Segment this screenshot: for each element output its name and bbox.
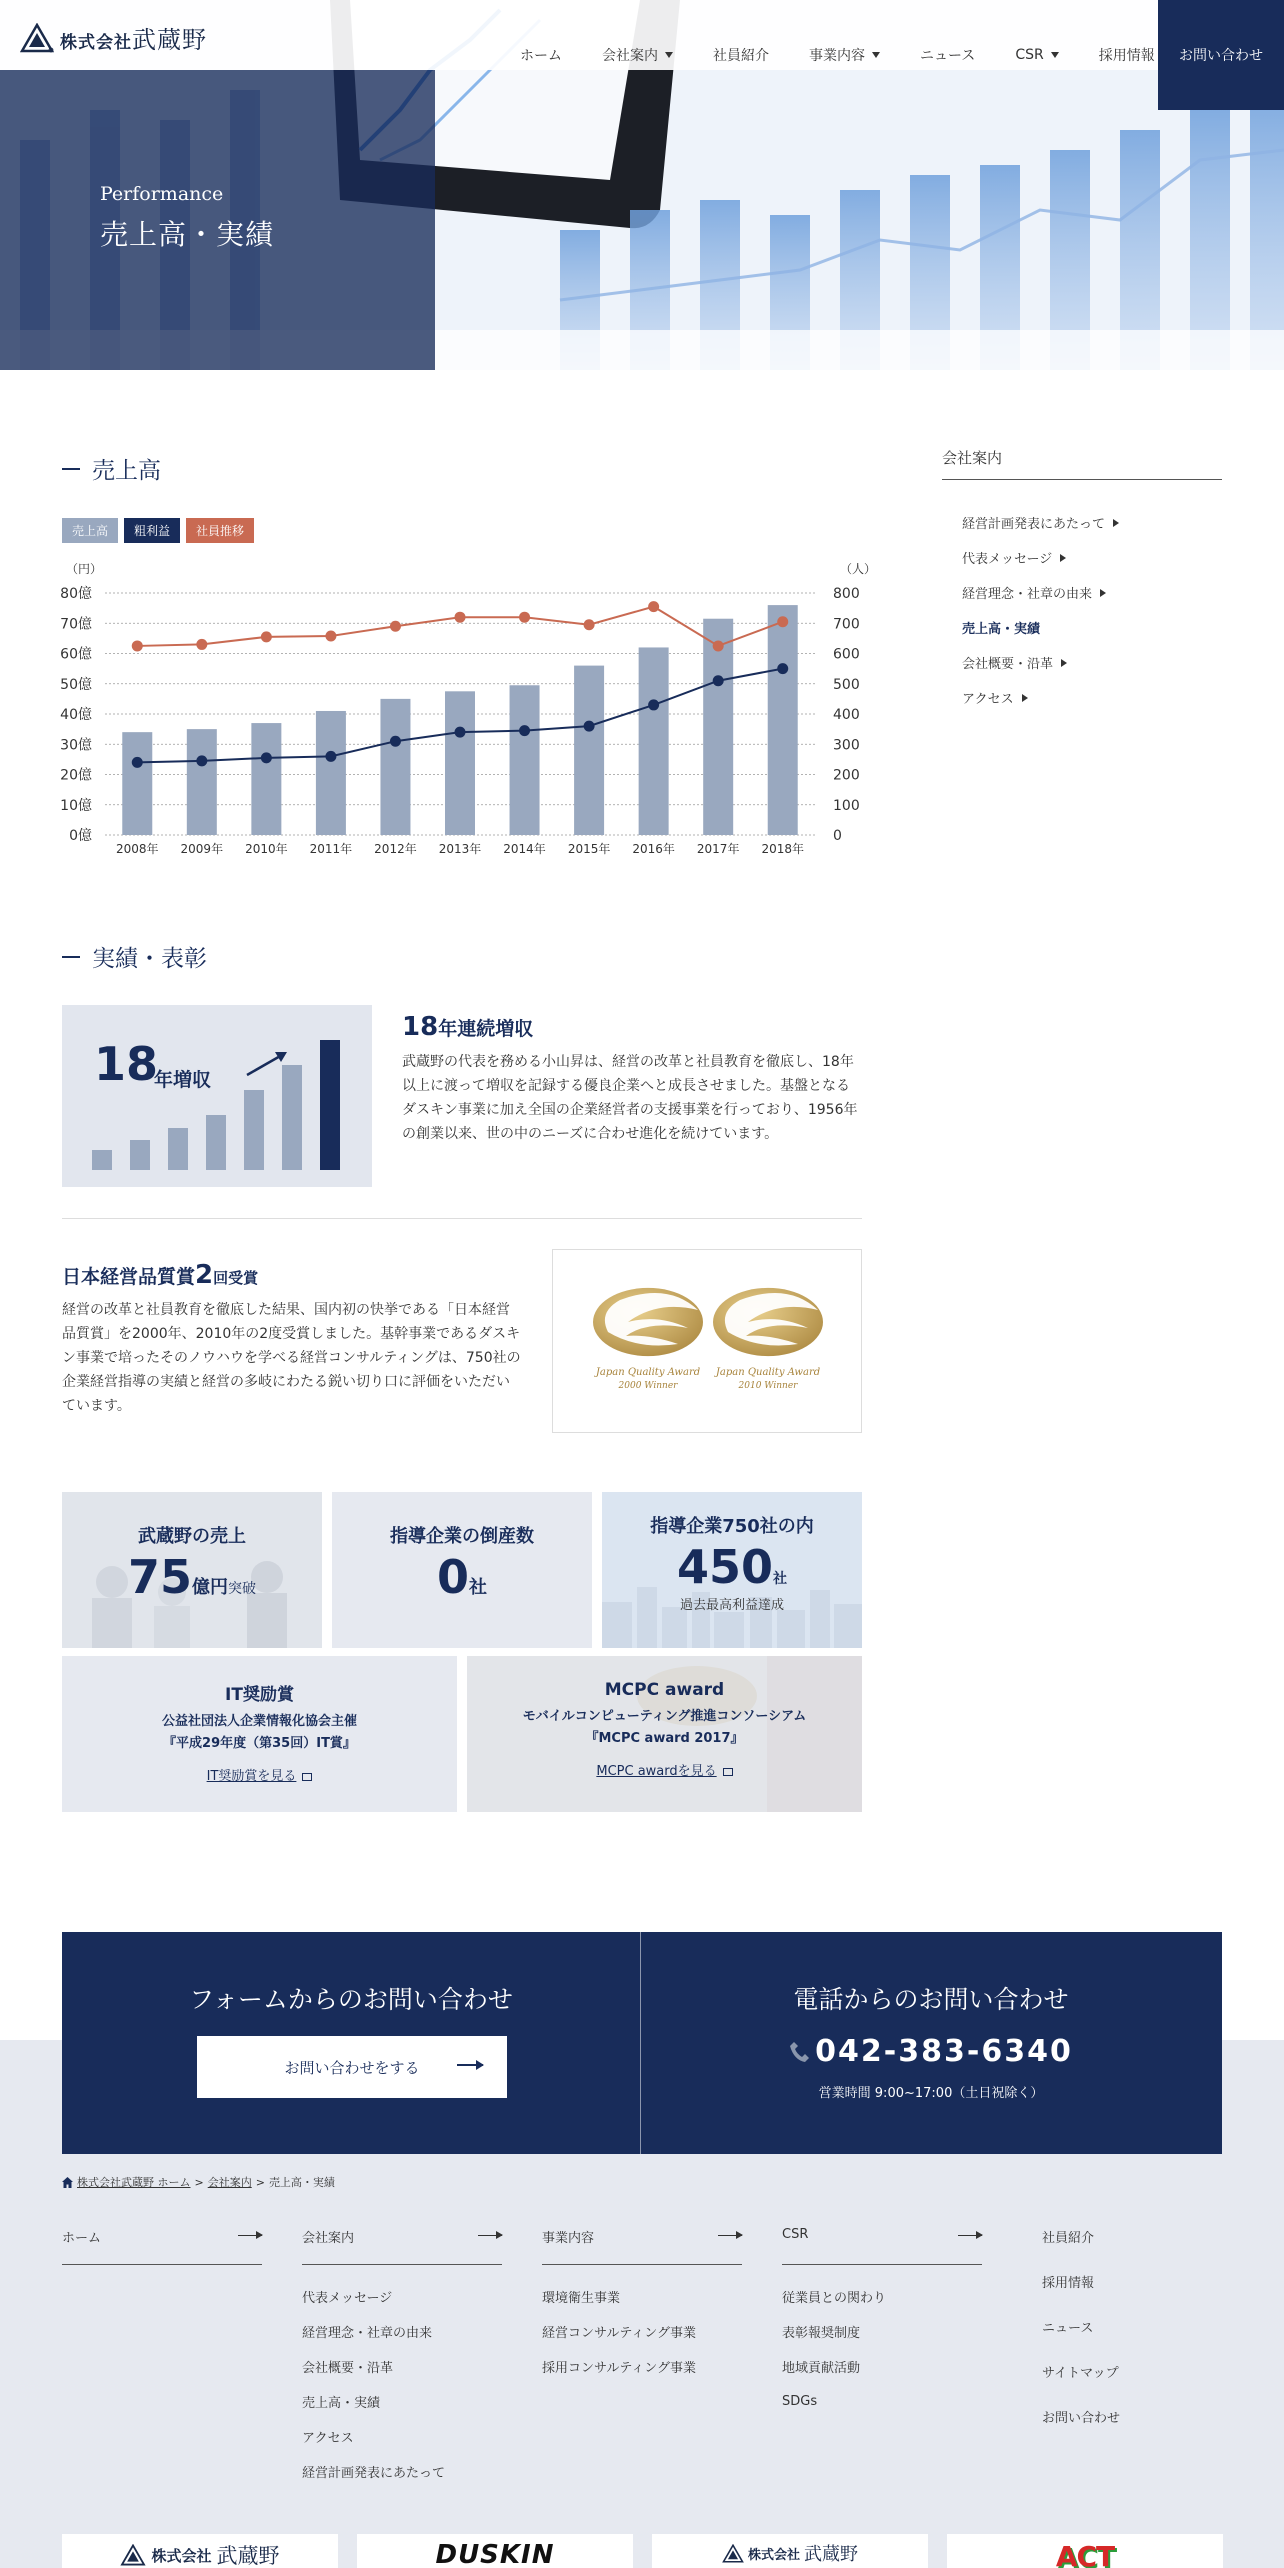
business-hours: 営業時間 9:00~17:00（土日祝除く） [818, 2086, 1044, 2101]
bar-2015年 [574, 666, 604, 835]
footer-link[interactable]: 地域貢献活動 [782, 2361, 861, 2376]
point-社員推移 [196, 639, 207, 650]
y2-tick-label: 0 [833, 828, 842, 844]
footer-link[interactable]: 代表メッセージ [302, 2291, 393, 2306]
card-unit: 社 [469, 1577, 487, 1598]
y2-tick-label: 400 [833, 707, 860, 723]
footer-link[interactable]: 売上高・実績 [302, 2396, 381, 2411]
contact-form-button[interactable]: お問い合わせをする [197, 2036, 507, 2098]
caret-right-icon [1113, 519, 1119, 527]
title-dash [62, 468, 80, 470]
x-tick-label: 2013年 [438, 842, 482, 856]
sidebar-item-plan[interactable]: 経営計画発表にあたって [962, 505, 1119, 540]
footer-link[interactable]: アクセス [302, 2431, 354, 2446]
point-社員推移 [261, 631, 272, 642]
card-subtitle-2: 『平成29年度（第35回）IT賞』 [163, 1736, 356, 1751]
sidebar-item-message[interactable]: 代表メッセージ [962, 540, 1119, 575]
legend-tab-staff[interactable]: 社員推移 [186, 518, 254, 543]
footer-head-home[interactable]: ホーム [62, 2227, 262, 2265]
growth-description: 武蔵野の代表を務める小山昇は、経営の改革と社員教育を徹底し、18年以上に渡って増収を記録する優良企業へと成長させました。基盤となるダスキン事業に加え全国の企業経営者の支援事業を行っており、1956年の創業以来、世の中のニーズに合わせ進化を続けています。 [402, 1054, 858, 1142]
footer-link[interactable]: サイトマップ [1042, 2366, 1119, 2381]
phone-number[interactable]: 042-383-6340 [640, 2034, 1222, 2069]
y2-tick-label: 800 [833, 586, 860, 602]
jqa-heading: 日本経営品質賞2回受賞 [62, 1260, 259, 1290]
point-粗利益 [455, 727, 466, 738]
point-社員推移 [132, 640, 143, 651]
contact-phone-title: 電話からのお問い合わせ [793, 1985, 1069, 2014]
y-tick-label: 70億 [60, 616, 92, 633]
card-subtitle: 公益社団法人企業情報化協会主催 [161, 1714, 357, 1729]
card-title: 指導企業の倒産数 [390, 1526, 534, 1547]
card-number: 0 [436, 1550, 469, 1604]
footer-col-business [542, 2227, 742, 2384]
y2-tick-label: 200 [833, 767, 860, 784]
footer-link[interactable]: ニュース [1042, 2321, 1094, 2336]
footer-link[interactable]: 社員紹介 [1042, 2231, 1095, 2246]
card-unit: 社 [773, 1571, 788, 1587]
x-tick-label: 2011年 [309, 842, 353, 856]
y2-tick-label: 300 [833, 737, 860, 754]
point-社員推移 [455, 612, 466, 623]
x-tick-label: 2009年 [180, 842, 224, 856]
growth-unit: 年増収 [154, 1069, 212, 1091]
jqa-logo-text-2: Japan Quality Award [715, 1367, 821, 1378]
breadcrumb-home-link[interactable]: 株式会社武蔵野 ホーム [77, 2176, 191, 2189]
footer-head-csr[interactable]: CSR [782, 2227, 982, 2265]
page-title: 売上高・実績 [100, 218, 275, 251]
mcpc-award-link[interactable]: MCPC awardを見る [596, 1764, 717, 1779]
y-tick-label: 60億 [60, 646, 92, 663]
breadcrumb-company-link[interactable]: 会社案内 [207, 2176, 252, 2189]
legend-tab-sales[interactable]: 売上高 [62, 518, 118, 543]
banner-musashino-2[interactable]: 株式会社 武蔵野 [652, 2534, 928, 2568]
footer-col-home [62, 2227, 262, 2265]
chart-legend-tabs [62, 518, 254, 543]
point-社員推移 [713, 640, 724, 651]
footer-link[interactable]: 従業員との関わり [782, 2291, 887, 2306]
external-link-icon [723, 1768, 733, 1776]
card-subtitle: モバイルコンピューティング推進コンソーシアム [522, 1709, 807, 1724]
bar-2013年 [445, 691, 475, 835]
y-tick-label: 30億 [60, 737, 92, 754]
caret-right-icon [1022, 694, 1028, 702]
home-icon [62, 2177, 73, 2188]
bar-2009年 [187, 729, 217, 835]
footer-plain-links [1042, 2227, 1120, 2452]
jqa-logos [552, 1249, 862, 1433]
x-tick-label: 2017年 [696, 842, 740, 856]
y2-tick-label: 600 [833, 646, 860, 663]
jqa-description: 経営の改革と社員教育を徹底した結果、国内初の快挙である「日本経営品質賞」を2000年、2010年の2度受賞しました。基幹事業であるダスキン事業で培ったそのノウハウを学べる経営コンサルティングは、750社の企業経営指導の実績と経営の多岐にわたる鋭い切り口に評価をいただいています。 [62, 1302, 521, 1414]
y-axis-unit: （円） [66, 562, 103, 576]
sales-section-title: 売上高 [62, 452, 161, 485]
point-粗利益 [390, 736, 401, 747]
arrow-right-icon [958, 2235, 982, 2236]
sidebar-divider [942, 479, 1222, 480]
footer-link[interactable]: 会社概要・沿革 [302, 2361, 394, 2376]
award-card-it [62, 1656, 457, 1812]
musashino-logo-icon [20, 23, 54, 53]
contact-form-title: フォームからのお問い合わせ [189, 1985, 513, 2014]
musashino-logo-icon [120, 2544, 146, 2566]
point-粗利益 [648, 699, 659, 710]
global-nav [500, 0, 1175, 110]
point-社員推移 [777, 616, 788, 627]
point-粗利益 [196, 755, 207, 766]
card-number: 450 [676, 1540, 774, 1594]
card-title: IT奨励賞 [225, 1685, 294, 1705]
stat-card-guided [602, 1492, 862, 1648]
y-tick-label: 20億 [60, 767, 92, 784]
card-number: 75 [127, 1550, 192, 1604]
y2-tick-label: 700 [833, 616, 860, 633]
footer-col-company [302, 2227, 502, 2489]
x-tick-label: 2018年 [761, 842, 805, 856]
sales-chart [40, 555, 880, 870]
breadcrumb: 株式会社武蔵野 ホーム > 会社案内 > 売上高・実績 [62, 2174, 335, 2190]
y-tick-label: 50億 [60, 676, 92, 693]
stat-card-bankrupt [332, 1492, 592, 1648]
sidebar-nav [962, 505, 1119, 715]
phone-icon [789, 2041, 809, 2063]
card-unit: 億円 [192, 1577, 228, 1598]
point-社員推移 [519, 612, 530, 623]
footer-link[interactable]: お問い合わせ [1042, 2411, 1121, 2426]
growth-graphic [62, 1005, 372, 1187]
x-tick-label: 2008年 [115, 842, 159, 856]
caret-right-icon [1060, 554, 1066, 562]
nav-contact-button[interactable]: お問い合わせ [1158, 0, 1284, 110]
bar-2008年 [122, 732, 152, 835]
nav-home[interactable]: ホーム [520, 48, 562, 64]
footer-link[interactable]: 環境衛生事業 [542, 2291, 621, 2306]
footer-link[interactable]: 表彰報奨制度 [782, 2326, 861, 2341]
nav-staff[interactable]: 社員紹介 [713, 48, 769, 64]
point-粗利益 [519, 725, 530, 736]
bar-2018年 [768, 605, 798, 835]
point-粗利益 [584, 721, 595, 732]
arrow-right-icon [238, 2235, 262, 2236]
card-title: 武蔵野の売上 [138, 1526, 246, 1547]
japan-quality-award-logo [553, 1250, 863, 1434]
x-tick-label: 2012年 [374, 842, 417, 856]
nav-company[interactable]: 会社案内 [582, 0, 693, 110]
footer-link[interactable]: 採用情報 [1042, 2276, 1095, 2291]
growth-number: 18 [94, 1037, 159, 1091]
bar-2016年 [639, 647, 669, 835]
chevron-down-icon [1051, 52, 1059, 58]
sidebar-item-overview[interactable]: 会社概要・沿革 [962, 645, 1119, 680]
sidebar-item-philosophy[interactable]: 経営理念・社章の由来 [962, 575, 1119, 610]
point-粗利益 [132, 757, 143, 768]
point-社員推移 [390, 621, 401, 632]
point-粗利益 [777, 663, 788, 674]
y-tick-label: 10億 [60, 797, 92, 814]
section-divider [62, 1218, 862, 1219]
card-subtitle-2: 『MCPC award 2017』 [585, 1731, 744, 1746]
chevron-down-icon [665, 52, 673, 58]
footer-link[interactable]: 経営コンサルティング事業 [542, 2326, 697, 2341]
point-社員推移 [648, 601, 659, 612]
arrow-right-icon [718, 2235, 742, 2236]
external-link-icon [302, 1773, 312, 1781]
banner-act[interactable]: ACT [947, 2534, 1223, 2568]
sidebar-item-performance[interactable]: 売上高・実績 [962, 622, 1041, 637]
y-tick-label: 40億 [60, 707, 92, 723]
x-tick-label: 2010年 [245, 842, 288, 856]
title-dash [62, 956, 80, 958]
footer-col-csr [782, 2227, 982, 2419]
sidebar-title: 会社案内 [942, 449, 1003, 467]
bar-2012年 [380, 699, 410, 835]
x-tick-label: 2015年 [567, 842, 611, 856]
banner-musashino[interactable]: 株式会社 武蔵野 [62, 2534, 338, 2568]
award-card-mcpc [467, 1656, 862, 1812]
stat-card-sales [62, 1492, 322, 1648]
sidebar-item-access[interactable]: アクセス [962, 680, 1119, 715]
footer-head-business[interactable]: 事業内容 [542, 2227, 742, 2265]
y2-tick-label: 500 [833, 676, 860, 693]
nav-recruit[interactable]: 採用情報 [1098, 48, 1155, 64]
y2-axis-unit: （人） [840, 562, 877, 576]
logo-text: 株式会社武蔵野 [60, 26, 207, 54]
card-title: 指導企業750社の内 [650, 1516, 814, 1537]
point-粗利益 [713, 675, 724, 686]
footer-link[interactable]: SDGs [782, 2394, 818, 2409]
card-title: MCPC award [604, 1680, 725, 1700]
contact-panel [62, 1932, 1222, 2154]
bar-2014年 [510, 685, 540, 835]
footer-link[interactable]: 採用コンサルティング事業 [542, 2361, 697, 2376]
growth-heading: 18年連続増収 [402, 1012, 534, 1042]
nav-business[interactable]: 事業内容 [789, 0, 900, 110]
it-award-link[interactable]: IT奨励賞を見る [206, 1769, 297, 1784]
nav-csr[interactable]: CSR [995, 0, 1078, 110]
footer-link[interactable]: 経営理念・社章の由来 [302, 2326, 433, 2341]
y-tick-label: 80億 [60, 586, 92, 602]
point-粗利益 [261, 752, 272, 763]
arrow-right-icon [457, 2064, 483, 2066]
y2-tick-label: 100 [833, 797, 860, 814]
nav-news[interactable]: ニュース [920, 48, 976, 64]
arrow-right-icon [478, 2235, 502, 2236]
caret-right-icon [1061, 659, 1067, 667]
hero-title-en: Performance [100, 183, 224, 205]
banner-duskin[interactable]: DUSKIN [357, 2534, 633, 2568]
x-tick-label: 2016年 [632, 842, 675, 856]
point-社員推移 [584, 619, 595, 630]
x-tick-label: 2014年 [503, 842, 546, 856]
jqa-logo-year-2: 2010 Winner [738, 1381, 798, 1391]
card-caption: 過去最高利益達成 [679, 1598, 784, 1613]
jqa-logo-text-1: Japan Quality Award [595, 1367, 701, 1378]
legend-tab-gross-profit[interactable]: 粗利益 [124, 518, 180, 543]
point-粗利益 [325, 751, 336, 762]
jqa-logo-year-1: 2000 Winner [618, 1381, 678, 1391]
musashino-logo-icon [722, 2544, 744, 2563]
caret-right-icon [1100, 589, 1106, 597]
achievements-section-title: 実績・表彰 [62, 940, 207, 973]
bar-2010年 [251, 723, 281, 835]
chevron-down-icon [872, 52, 880, 58]
card-suffix: 突破 [228, 1581, 256, 1597]
footer-link[interactable]: 経営計画発表にあたって [302, 2466, 446, 2481]
point-社員推移 [325, 630, 336, 641]
bar-2011年 [316, 711, 346, 835]
breadcrumb-current: 売上高・実績 [268, 2176, 335, 2189]
site-logo[interactable] [20, 20, 207, 55]
y-tick-label: 0億 [69, 828, 92, 844]
footer-head-company[interactable]: 会社案内 [302, 2227, 502, 2265]
